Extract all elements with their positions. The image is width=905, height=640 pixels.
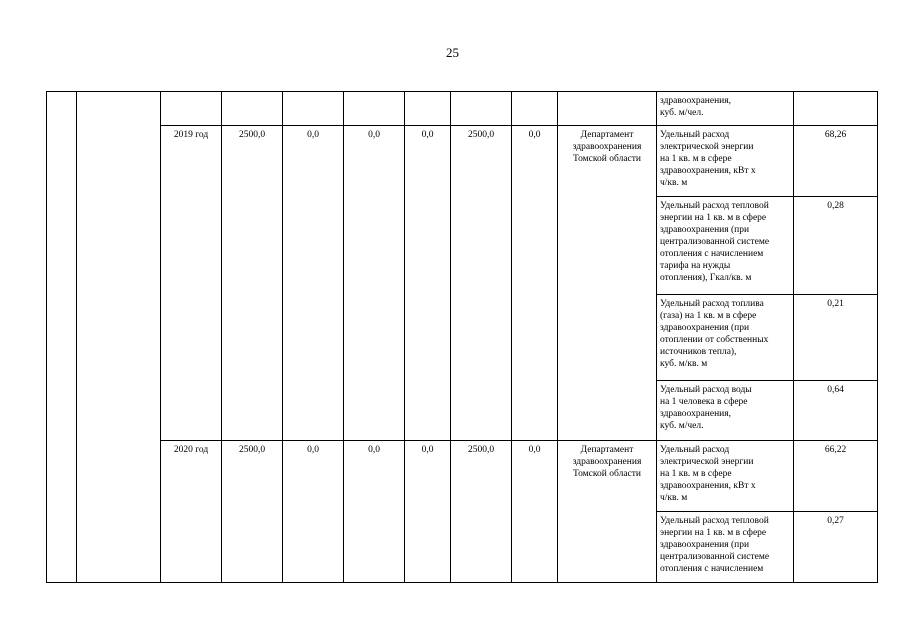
year-cell: 2020 год — [161, 441, 222, 583]
table-row — [47, 126, 878, 197]
indicator-value: 0,27 — [794, 512, 878, 583]
budget-cell: 0,0 — [405, 441, 451, 583]
indicator-text: здравоохранения, куб. м/чел. — [660, 96, 731, 118]
indicator-value: 66,22 — [794, 441, 878, 512]
budget-cell — [512, 92, 558, 126]
budget-cell: 0,0 — [512, 126, 558, 441]
indicator-label — [657, 92, 794, 126]
indicator-label — [657, 441, 794, 512]
indicator-text: Удельный расход электрической энергии на 1 кв. м в сфере здравоохранения, кВт х ч/кв. м — [660, 445, 756, 503]
indicator-text: Удельный расход воды на 1 человека в сфере здравоохранения, куб. м/чел. — [660, 385, 752, 431]
budget-cell: 0,0 — [283, 441, 344, 583]
indicator-text: Удельный расход электрической энергии на 1 кв. м в сфере здравоохранения, кВт х ч/кв. м — [660, 130, 756, 188]
indicator-text: Удельный расход тепловой энергии на 1 кв. м в сфере здравоохранения (при централизованной системе отопления с начислением тарифа на нужды отопления), Гкал/кв. м — [660, 201, 770, 283]
indicator-value: 68,26 — [794, 126, 878, 197]
department-cell — [558, 92, 657, 126]
budget-cell: 0,0 — [512, 441, 558, 583]
budget-cell — [451, 92, 512, 126]
page-number: 25 — [446, 45, 459, 60]
indicator-text: Удельный расход тепловой энергии на 1 кв. м в сфере здравоохранения (при централизованной системе отопления с начислением — [660, 516, 770, 574]
table-row — [47, 92, 878, 126]
total-cell: 2500,0 — [222, 441, 283, 583]
budget-cell: 2500,0 — [451, 441, 512, 583]
indicator-value — [794, 92, 878, 126]
budget-cell: 0,0 — [344, 126, 405, 441]
indicator-label — [657, 126, 794, 197]
total-cell: 2500,0 — [222, 126, 283, 441]
year-cell: 2019 год — [161, 126, 222, 441]
year-cell — [161, 92, 222, 126]
budget-cell: 0,0 — [405, 126, 451, 441]
indicator-value: 0,21 — [794, 295, 878, 381]
department-cell: Департамент здравоохранения Томской области — [558, 441, 657, 583]
indicator-label — [657, 512, 794, 583]
number-cell — [47, 92, 77, 583]
budget-cell — [344, 92, 405, 126]
indicator-value: 0,64 — [794, 381, 878, 441]
indicator-text: Удельный расход топлива (газа) на 1 кв. м в сфере здравоохранения (при отоплении от собственных источников тепла), куб. м/кв. м — [660, 299, 769, 369]
program-table — [46, 91, 878, 583]
department-cell: Департамент здравоохранения Томской области — [558, 126, 657, 441]
budget-cell: 0,0 — [283, 126, 344, 441]
indicator-label — [657, 197, 794, 295]
budget-cell: 0,0 — [344, 441, 405, 583]
total-cell — [222, 92, 283, 126]
indicator-label — [657, 381, 794, 441]
table-row — [47, 441, 878, 512]
budget-cell — [405, 92, 451, 126]
indicator-label — [657, 295, 794, 381]
indicator-value: 0,28 — [794, 197, 878, 295]
budget-cell: 2500,0 — [451, 126, 512, 441]
budget-cell — [283, 92, 344, 126]
task-cell — [77, 92, 161, 583]
